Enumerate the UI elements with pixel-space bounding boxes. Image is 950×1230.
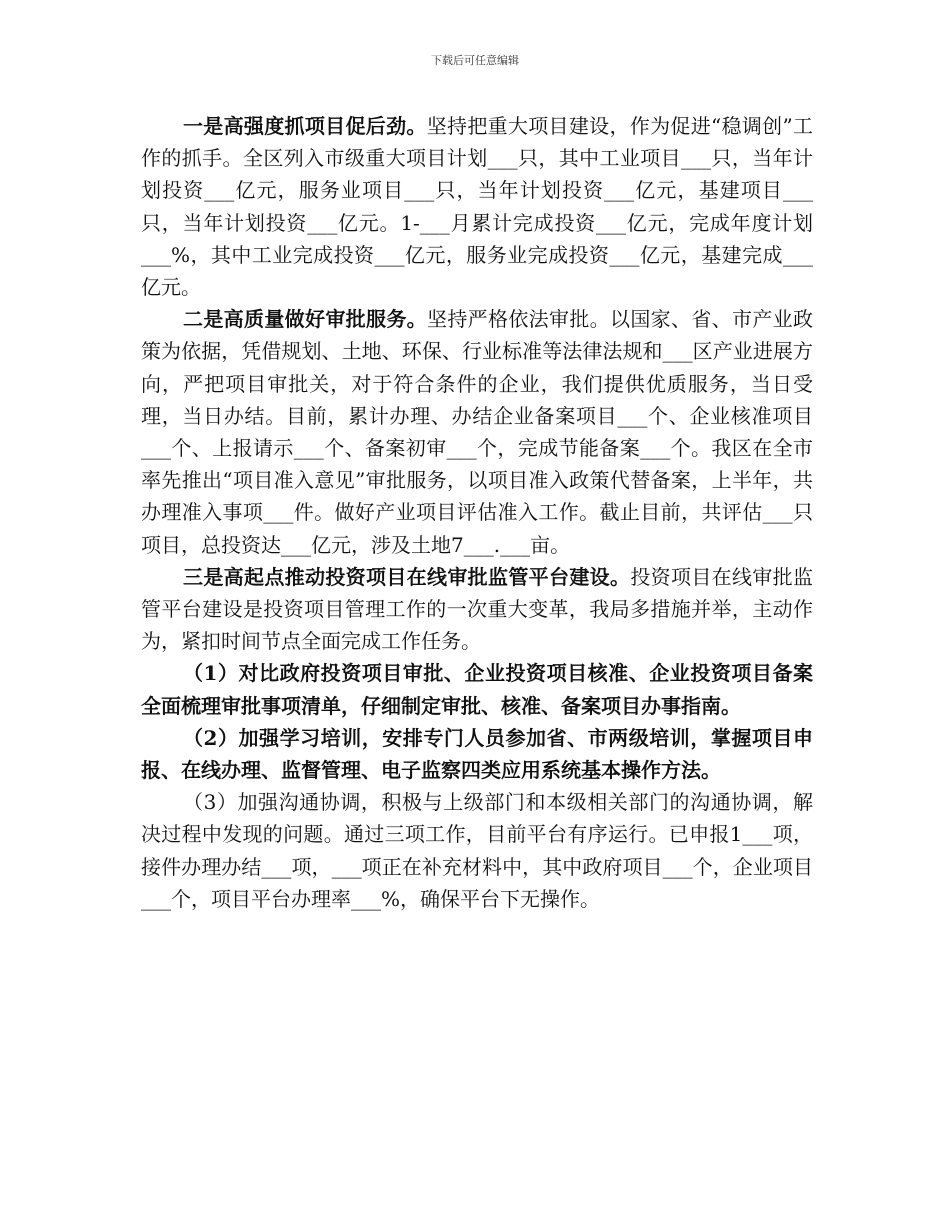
document-body [141, 110, 813, 915]
paragraph-4 [141, 657, 813, 721]
page-header: 下载后可任意编辑 [431, 54, 519, 67]
paragraph-3-text: 投资项目在线审批监管平台建设是投资项目管理工作的一次重大变革，我局多措施并举，主动作为，紧扣时间节点全面完成工作任务。 [141, 564, 814, 654]
paragraph-2-lead: 二是高质量做好审批服务。 [183, 307, 427, 332]
paragraph-5 [141, 722, 813, 786]
paragraph-1-text: 坚持把重大项目建设，作为促进“稳调创”工作的抓手。全区列入市级重大项目计划___只，其中工业项目___只，当年计划投资___亿元，服务业项目___只，当年计划投资___亿元，基建项目___只，当年计划投资___亿元。1-___月累计完成投资___亿元，完成年度计划___%，其中工业完成投资___亿元，服务业完成投资___亿元，基建完成___亿元。 [141, 114, 814, 300]
paragraph-1-lead: 一是高强度抓项目促后劲。 [183, 114, 427, 138]
paragraph-6-text: （3）加强沟通协调，积极与上级部门和本级相关部门的沟通协调，解决过程中发现的问题。通过三项工作，目前平台有序运行。已申报1___项，接件办理办结___项，___项正在补充材料中，其中政府项目___个，企业项目___个，项目平台办理率___%，确保平台下无操作。 [141, 790, 813, 911]
paragraph-2 [141, 303, 813, 561]
paragraph-2-text: 坚持严格依法审批。以国家、省、市产业政策为依据，凭借规划、土地、环保、行业标准等法律法规和___区产业进展方向，严把项目审批关，对于符合条件的企业，我们提供优质服务，当日受理，当日办结。目前，累计办理、办结企业备案项目___个、企业核准项目___个、上报请示___个、备案初审___个，完成节能备案___个。我区在全市率先推出“项目准入意见”审批服务，以项目准入政策代替备案，上半年，共办理准入事项___件。做好产业项目评估准入工作。截止目前，共评估___只项目，总投资达___亿元，涉及土地7___.___亩。 [141, 307, 813, 557]
paragraph-6 [141, 786, 813, 915]
paragraph-3 [141, 561, 813, 658]
paragraph-3-lead: 三是高起点推动投资项目在线审批监管平台建设。 [183, 564, 631, 589]
paragraph-5-text: （2）加强学习培训，安排专门人员参加省、市两级培训，掌握项目申报、在线办理、监督管理、电子监察四类应用系统基本操作方法。 [141, 725, 813, 783]
paragraph-4-text: （1）对比政府投资项目审批、企业投资项目核准、企业投资项目备案全面梳理审批事项清单，仔细制定审批、核准、备案项目办事指南。 [141, 661, 813, 718]
paragraph-1 [141, 110, 813, 303]
